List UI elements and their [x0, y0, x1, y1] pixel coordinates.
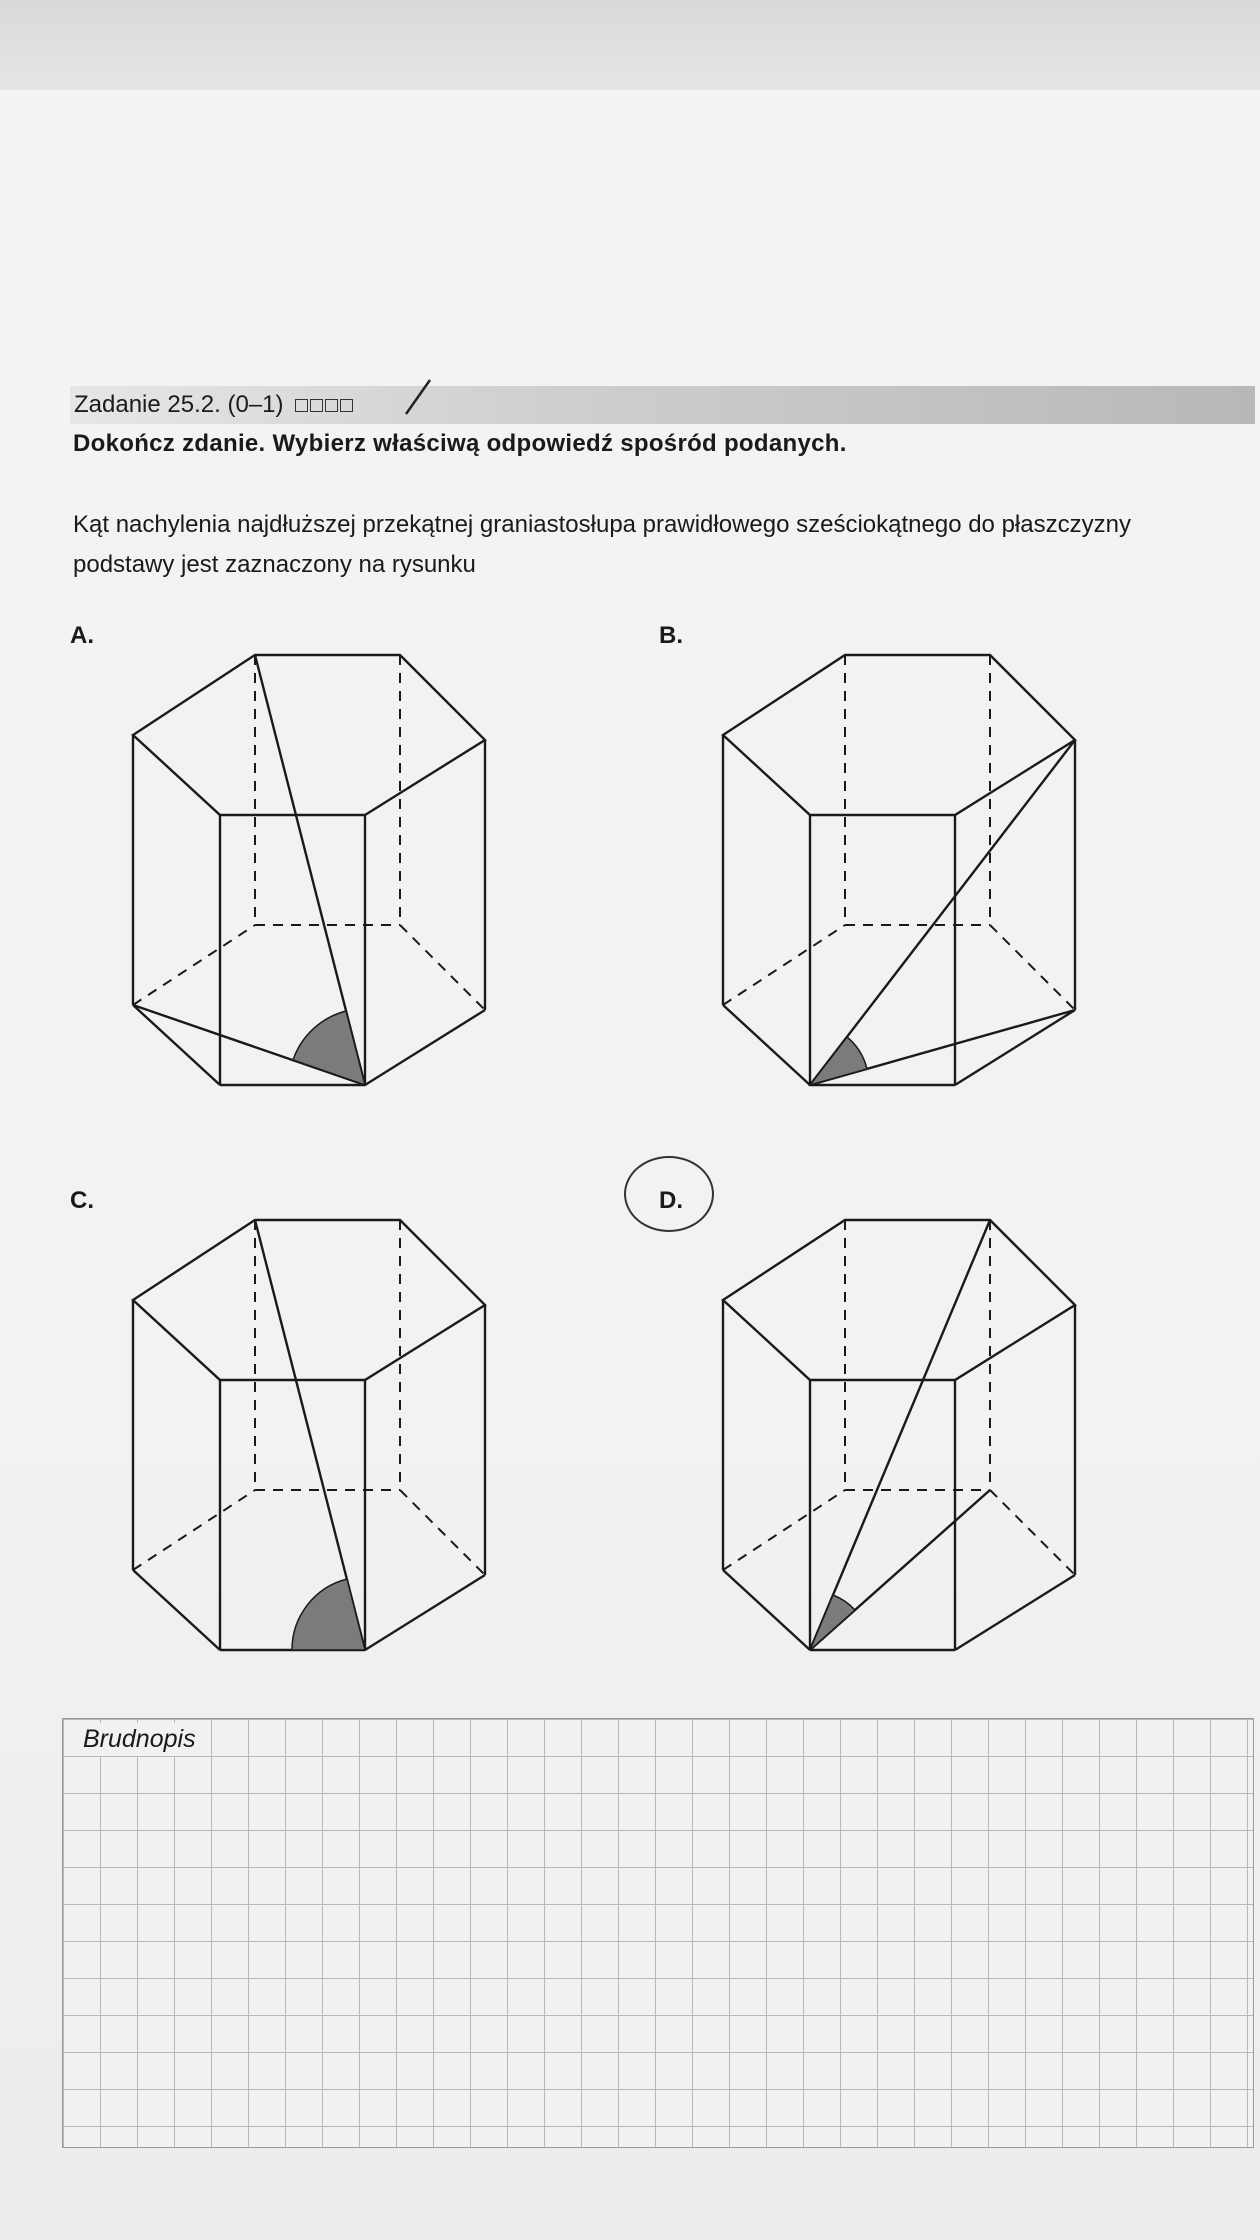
- task-title: Zadanie 25.2. (0–1): [74, 391, 284, 418]
- task-question: Kąt nachylenia najdłuższej przekątnej graniastosłupa prawidłowego sześciokątnego do płaszczyzny podstawy jest zaznaczony na rysunku: [73, 511, 1131, 578]
- score-box: [325, 399, 338, 412]
- option-d-prism-figure[interactable]: [710, 1210, 1090, 1665]
- draft-label: Brudnopis: [81, 1723, 202, 1756]
- option-c-prism-figure[interactable]: [120, 1210, 500, 1665]
- option-a-prism-figure[interactable]: [120, 645, 500, 1100]
- option-b-prism-figure[interactable]: [710, 645, 1090, 1100]
- score-box: [310, 399, 323, 412]
- pen-stroke-icon: [404, 376, 434, 416]
- score-box: [340, 399, 353, 412]
- option-label-a[interactable]: A.: [70, 622, 94, 649]
- option-label-d[interactable]: D.: [659, 1187, 683, 1214]
- score-boxes: [295, 399, 353, 412]
- option-label-b[interactable]: B.: [659, 622, 683, 649]
- draft-grid-area[interactable]: [62, 1718, 1254, 2148]
- task-header-bar: [70, 386, 1255, 424]
- score-box: [295, 399, 308, 412]
- option-label-c[interactable]: C.: [70, 1187, 94, 1214]
- task-instruction: Dokończ zdanie. Wybierz właściwą odpowiedź spośród podanych.: [73, 430, 847, 457]
